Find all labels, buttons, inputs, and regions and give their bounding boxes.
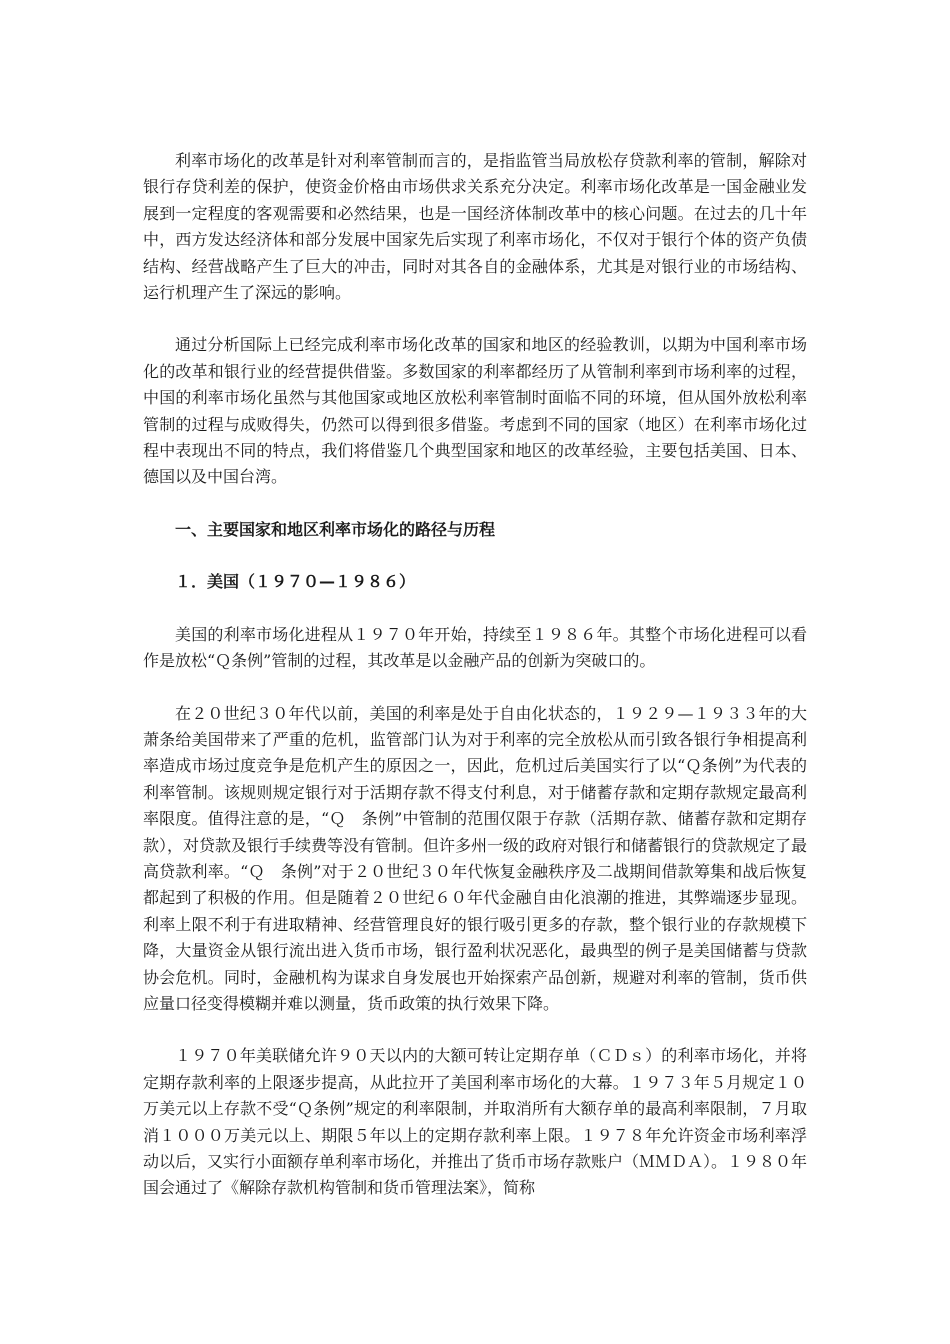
section-heading: 一、主要国家和地区利率市场化的路径与历程 [175, 519, 496, 539]
body-paragraph-3: １９７０年美联储允许９０天以内的大额可转让定期存单（ＣＤｓ）的利率市场化，并将定期存款利率的上限逐步提高，从此拉开了美国利率市场化的大幕。１９７３年５月规定１０万美元以上存款不受“Ｑ条例”规定的利率限制，并取消所有大额存单的最高利率限制，７月取消１０００万美元以上、期限５年以上的定期存款利率上限。１９７８年允许资金市场利率浮动以后，又实行小面额存单利率市场化，并推出了货币市场存款账户（ＭＭＤＡ）。１９８０年国会通过了《解除存款机构管制和货币管理法案》，简称 [143, 1046, 808, 1198]
paragraph-spacer [143, 1017, 807, 1043]
intro-paragraph-2: 通过分析国际上已经完成利率市场化改革的国家和地区的经验教训，以期为中国利率市场化的改革和银行业的经营提供借鉴。多数国家的利率都经历了从管制利率到市场利率的过程，中国的利率市场化虽然与其他国家或地区放松利率管制时面临不同的环境，但从国外放松利率管制的过程与成败得失，仍然可以得到很多借鉴。考虑到不同的国家（地区）在利率市场化过程中表现出不同的特点，我们将借鉴几个典型国家和地区的改革经验，主要包括美国、日本、德国以及中国台湾。 [143, 335, 807, 487]
body-paragraph-2: 在２０世纪３０年代以前，美国的利率是处于自由化状态的，１９２９—１９３３年的大萧条给美国带来了严重的危机，监管部门认为对于利率的完全放松从而引致各银行争相提高利率造成市场过度竞争是危机产生的原因之一，因此，危机过后美国实行了以“Ｑ条例”为代表的利率管制。该规则规定银行对于活期存款不得支付利息，对于储蓄存款和定期存款规定最高利率限度。值得注意的是，“Ｑ 条例”中管制的范围仅限于存款（活期存款、储蓄存款和定期存款），对贷款及银行手续费等没有管制。但许多州一级的政府对银行和储蓄银行的贷款规定了最高贷款利率。“Ｑ 条例”对于２０世纪３０年代恢复金融秩序及二战期间借款筹集和战后恢复都起到了积极的作用。但是随着２０世纪６０年代金融自由化浪潮的推进，其弊端逐步显现。利率上限不利于有进取精神、经营管理良好的银行吸引更多的存款，整个银行业的存款规模下降，大量资金从银行流出进入货币市场，银行盈利状况恶化，最典型的例子是美国储蓄与贷款协会危机。同时，金融机构为谋求自身发展也开始探索产品创新，规避对利率的管制，货币供应量口径变得模糊并难以测量，货币政策的执行效果下降。 [143, 703, 808, 1013]
subsection-heading: １．美国（１９７０—１９８６） [175, 572, 416, 592]
paragraph-spacer [143, 543, 807, 569]
paragraph-spacer [143, 596, 807, 622]
body-paragraph-1: 美国的利率市场化进程从１９７０年开始，持续至１９８６年。其整个市场化进程可以看作是放松“Ｑ条例”管制的过程，其改革是以金融产品的创新为突破口的。 [143, 624, 807, 671]
document-page [143, 148, 807, 1202]
paragraph-spacer [143, 306, 807, 332]
intro-paragraph-1: 利率市场化的改革是针对利率管制而言的，是指监管当局放松存贷款利率的管制，解除对银行存贷利差的保护，使资金价格由市场供求关系充分决定。利率市场化改革是一国金融业发展到一定程度的客观需要和必然结果，也是一国经济体制改革中的核心问题。在过去的几十年中，西方发达经济体和部分发展中国家先后实现了利率市场化，不仅对于银行个体的资产负债结构、经营战略产生了巨大的冲击，同时对其各自的金融体系，尤其是对银行业的市场结构、运行机理产生了深远的影响。 [143, 151, 807, 303]
paragraph-spacer [143, 675, 807, 701]
paragraph-spacer [143, 491, 807, 517]
